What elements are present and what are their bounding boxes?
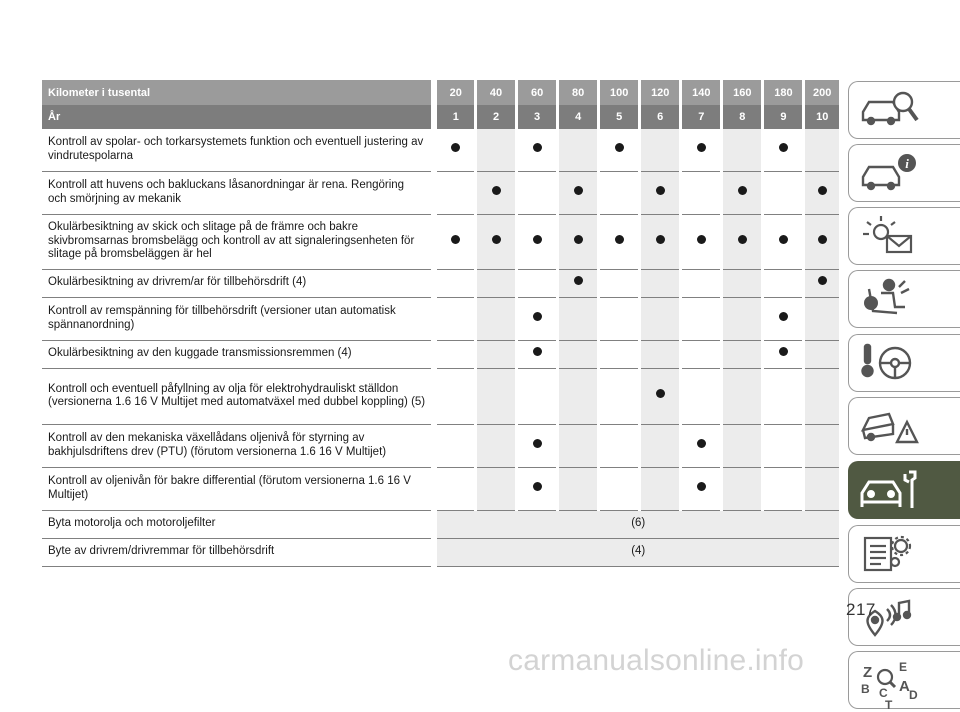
interval-cell — [476, 269, 517, 297]
chapter-tab-6[interactable] — [848, 397, 960, 455]
check-dot — [697, 143, 706, 152]
check-dot — [615, 235, 624, 244]
table-row — [42, 171, 839, 214]
check-dot — [779, 347, 788, 356]
task-description: Okulärbesiktning av skick och slitage på de främre och bakre skivbromsarnas bromsbelägg och kontroll av att signaleringsenheten för slitage på bromsbeläggen är hel — [42, 214, 434, 269]
km-header-cell: 100 — [599, 80, 640, 105]
table-row — [42, 368, 839, 424]
check-dot — [779, 235, 788, 244]
watermark: carmanualsonline.info — [508, 644, 805, 677]
interval-cell — [681, 171, 722, 214]
interval-cell — [763, 368, 804, 424]
year-header-cell: 9 — [763, 105, 804, 129]
year-header-cell: 3 — [517, 105, 558, 129]
index-letter: E — [899, 660, 908, 674]
interval-note: (4) — [434, 538, 839, 566]
table-row — [42, 467, 839, 510]
chapter-tab-2[interactable] — [848, 144, 960, 202]
interval-cell — [681, 297, 722, 340]
index-letter: A — [899, 678, 910, 695]
task-description: Byte av drivrem/drivremmar för tillbehörsdrift — [42, 538, 434, 566]
year-header-cell: 7 — [681, 105, 722, 129]
interval-cell — [640, 129, 681, 171]
check-dot — [574, 276, 583, 285]
interval-cell — [599, 467, 640, 510]
km-header-cell: 180 — [763, 80, 804, 105]
check-dot — [697, 235, 706, 244]
interval-cell — [763, 340, 804, 368]
year-header-row — [42, 105, 839, 129]
page-number: 217 — [846, 600, 876, 619]
chapter-tab-1[interactable] — [848, 81, 960, 139]
check-dot — [533, 235, 542, 244]
check-dot — [492, 186, 501, 195]
interval-cell — [476, 171, 517, 214]
interval-cell — [599, 368, 640, 424]
interval-cell — [763, 297, 804, 340]
interval-cell — [722, 269, 763, 297]
check-dot — [533, 439, 542, 448]
interval-cell — [763, 171, 804, 214]
index-letter: Z — [863, 664, 873, 681]
year-header-cell: 5 — [599, 105, 640, 129]
check-dot — [697, 482, 706, 491]
interval-cell — [681, 340, 722, 368]
interval-cell — [599, 214, 640, 269]
interval-cell — [434, 368, 475, 424]
km-header-label: Kilometer i tusental — [42, 80, 434, 105]
year-header-cell: 6 — [640, 105, 681, 129]
interval-cell — [434, 424, 475, 467]
table-row — [42, 269, 839, 297]
interval-cell — [476, 467, 517, 510]
check-dot — [818, 235, 827, 244]
interval-cell — [722, 368, 763, 424]
year-header-label: År — [42, 105, 434, 129]
interval-cell — [640, 269, 681, 297]
interval-cell — [517, 297, 558, 340]
task-description: Kontroll av spolar- och torkarsystemets funktion och eventuell justering av vindrutespolarna — [42, 129, 434, 171]
km-header-cell: 160 — [722, 80, 763, 105]
interval-cell — [599, 340, 640, 368]
interval-cell — [722, 424, 763, 467]
km-header-cell: 20 — [434, 80, 475, 105]
interval-cell — [476, 129, 517, 171]
interval-cell — [558, 171, 599, 214]
task-description: Kontroll av oljenivån för bakre differential (förutom versionerna 1.6 16 V Multijet) — [42, 467, 434, 510]
interval-cell — [558, 368, 599, 424]
interval-cell — [599, 171, 640, 214]
index-letter: T — [885, 698, 893, 712]
interval-cell — [476, 424, 517, 467]
maintenance-schedule-table — [42, 80, 839, 567]
interval-cell — [804, 269, 839, 297]
km-header-cell: 140 — [681, 80, 722, 105]
interval-cell — [763, 269, 804, 297]
interval-cell — [722, 467, 763, 510]
year-header-cell: 8 — [722, 105, 763, 129]
interval-cell — [434, 129, 475, 171]
interval-cell — [640, 214, 681, 269]
task-description: Byta motorolja och motoroljefilter — [42, 510, 434, 538]
interval-cell — [722, 214, 763, 269]
interval-cell — [804, 467, 839, 510]
check-dot — [574, 186, 583, 195]
interval-cell — [558, 297, 599, 340]
table-row — [42, 340, 839, 368]
interval-cell — [517, 171, 558, 214]
interval-cell — [476, 340, 517, 368]
check-dot — [779, 143, 788, 152]
check-dot — [779, 312, 788, 321]
interval-cell — [558, 269, 599, 297]
interval-cell — [763, 467, 804, 510]
check-dot — [533, 482, 542, 491]
interval-cell — [599, 129, 640, 171]
interval-cell — [434, 297, 475, 340]
check-dot — [533, 347, 542, 356]
chapter-tab-8[interactable] — [848, 525, 960, 583]
interval-cell — [681, 368, 722, 424]
interval-cell — [517, 368, 558, 424]
interval-cell — [599, 297, 640, 340]
index-letter: D — [909, 688, 918, 702]
interval-cell — [763, 214, 804, 269]
interval-cell — [640, 467, 681, 510]
interval-cell — [722, 297, 763, 340]
check-dot — [818, 186, 827, 195]
year-header-cell: 2 — [476, 105, 517, 129]
interval-cell — [640, 297, 681, 340]
task-description: Kontroll av remspänning för tillbehörsdrift (versioner utan automatisk spännanordning) — [42, 297, 434, 340]
task-description: Okulärbesiktning av drivrem/ar för tillbehörsdrift (4) — [42, 269, 434, 297]
table-row — [42, 538, 839, 566]
interval-cell — [434, 171, 475, 214]
year-header-cell: 1 — [434, 105, 475, 129]
interval-cell — [763, 424, 804, 467]
interval-cell — [640, 368, 681, 424]
interval-cell — [722, 171, 763, 214]
chapter-tab-4[interactable] — [848, 270, 960, 328]
check-dot — [656, 235, 665, 244]
interval-cell — [804, 297, 839, 340]
interval-cell — [517, 214, 558, 269]
km-header-cell: 60 — [517, 80, 558, 105]
interval-cell — [722, 129, 763, 171]
interval-cell — [558, 340, 599, 368]
interval-cell — [681, 467, 722, 510]
interval-cell — [434, 214, 475, 269]
task-description: Okulärbesiktning av den kuggade transmissionsremmen (4) — [42, 340, 434, 368]
task-description: Kontroll och eventuell påfyllning av olja för elektrohydrauliskt ställdon (versionerna 1.6 16 V Multijet med automatväxel med dubbel koppling) (5) — [42, 368, 434, 424]
interval-cell — [681, 424, 722, 467]
index-letter: B — [861, 682, 870, 696]
chapter-tab-10[interactable] — [848, 651, 960, 712]
year-header-cell: 10 — [804, 105, 839, 129]
interval-cell — [517, 129, 558, 171]
chapter-tab-7[interactable] — [848, 461, 960, 519]
interval-cell — [434, 340, 475, 368]
table-row — [42, 510, 839, 538]
interval-cell — [722, 340, 763, 368]
interval-cell — [558, 129, 599, 171]
interval-cell — [476, 368, 517, 424]
interval-cell — [681, 129, 722, 171]
interval-cell — [517, 467, 558, 510]
interval-cell — [476, 297, 517, 340]
task-description: Kontroll att huvens och bakluckans låsanordningar är rena. Rengöring och smörjning av mekanik — [42, 171, 434, 214]
table-row — [42, 297, 839, 340]
interval-cell — [804, 424, 839, 467]
check-dot — [656, 389, 665, 398]
interval-cell — [804, 214, 839, 269]
check-dot — [533, 312, 542, 321]
interval-cell — [599, 269, 640, 297]
interval-cell — [558, 424, 599, 467]
interval-cell — [434, 467, 475, 510]
check-dot — [656, 186, 665, 195]
interval-cell — [804, 368, 839, 424]
interval-cell — [558, 467, 599, 510]
interval-cell — [804, 171, 839, 214]
check-dot — [574, 235, 583, 244]
table-row — [42, 424, 839, 467]
check-dot — [818, 276, 827, 285]
check-dot — [533, 143, 542, 152]
check-dot — [451, 143, 460, 152]
interval-cell — [599, 424, 640, 467]
interval-cell — [434, 269, 475, 297]
interval-cell — [476, 214, 517, 269]
interval-cell — [640, 171, 681, 214]
interval-cell — [517, 424, 558, 467]
interval-cell — [804, 340, 839, 368]
table-row — [42, 214, 839, 269]
km-header-cell: 120 — [640, 80, 681, 105]
check-dot — [697, 439, 706, 448]
task-description: Kontroll av den mekaniska växellådans oljenivå för styrning av bakhjulsdriftens drev (PTU) (förutom versionerna 1.6 16 V Multijet) — [42, 424, 434, 467]
check-dot — [451, 235, 460, 244]
table-row — [42, 129, 839, 171]
chapter-tab-5[interactable] — [848, 334, 960, 392]
interval-cell — [763, 129, 804, 171]
interval-note: (6) — [434, 510, 839, 538]
interval-cell — [681, 214, 722, 269]
km-header-row — [42, 80, 839, 105]
check-dot — [738, 235, 747, 244]
index-letter: C — [879, 686, 888, 700]
interval-cell — [558, 214, 599, 269]
chapter-tab-3[interactable] — [848, 207, 960, 265]
interval-cell — [517, 269, 558, 297]
check-dot — [738, 186, 747, 195]
svg-text:i: i — [905, 156, 909, 171]
km-header-cell: 80 — [558, 80, 599, 105]
interval-cell — [640, 340, 681, 368]
km-header-cell: 200 — [804, 80, 839, 105]
km-header-cell: 40 — [476, 80, 517, 105]
check-dot — [492, 235, 501, 244]
interval-cell — [517, 340, 558, 368]
interval-cell — [640, 424, 681, 467]
check-dot — [615, 143, 624, 152]
interval-cell — [804, 129, 839, 171]
interval-cell — [681, 269, 722, 297]
year-header-cell: 4 — [558, 105, 599, 129]
